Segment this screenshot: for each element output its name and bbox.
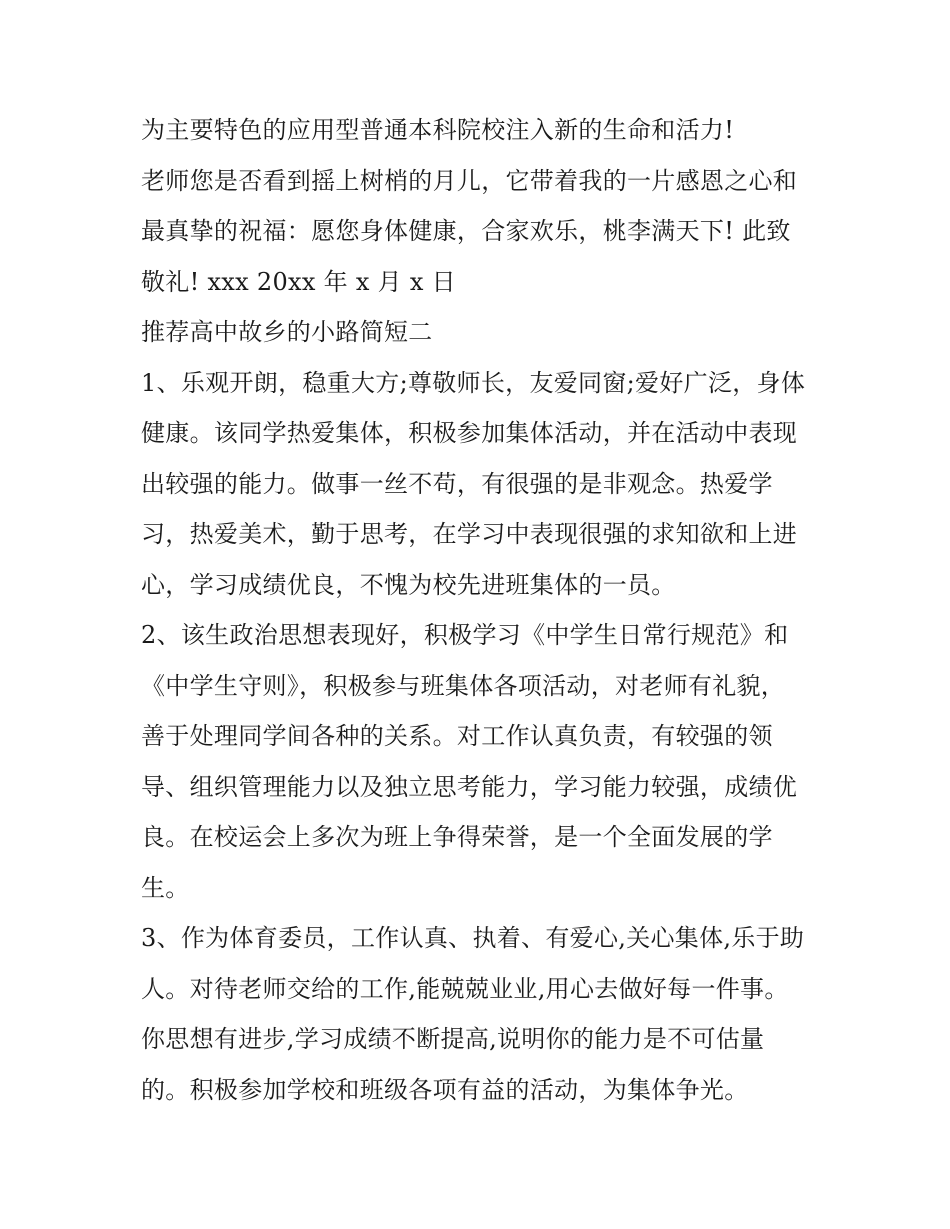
text-line-20: 的。积极参加学校和班级各项有益的活动，为集体争光。 [141, 1076, 749, 1104]
text-line-18: 人。对待老师交给的工作,能兢兢业业,用心去做好每一件事。 [141, 975, 789, 1003]
text-line-4: 敬礼! xxx 20xx 年 x 月 x 日 [141, 268, 456, 296]
text-line-1: 为主要特色的应用型普通本科院校注入新的生命和活力! [141, 116, 735, 144]
section-heading: 推荐高中故乡的小路简短二 [141, 318, 433, 346]
text-line-3: 最真挚的祝福：愿您身体健康，合家欢乐，桃李满天下! 此致 [141, 217, 791, 245]
text-line-17: 3、作为体育委员，工作认真、执着、有爱心,关心集体,乐于助 [141, 924, 805, 952]
text-line-15: 良。在校运会上多次为班上争得荣誉，是一个全面发展的学 [141, 823, 773, 851]
text-line-2: 老师您是否看到摇上树梢的月儿，它带着我的一片感恩之心和 [141, 167, 798, 195]
text-line-14: 导、组织管理能力以及独立思考能力，学习能力较强，成绩优 [141, 773, 798, 801]
text-line-8: 出较强的能力。做事一丝不苟，有很强的是非观念。热爱学 [141, 470, 773, 498]
text-line-13: 善于处理同学间各种的关系。对工作认真负责，有较强的领 [141, 722, 773, 750]
text-line-19: 你思想有进步,学习成绩不断提高,说明你的能力是不可估量 [141, 1025, 765, 1053]
text-line-16: 生。 [141, 874, 190, 902]
text-line-10: 心，学习成绩优良，不愧为校先进班集体的一员。 [141, 571, 676, 599]
text-line-12: 《中学生守则》，积极参与班集体各项活动，对老师有礼貌， [141, 672, 786, 700]
text-line-11: 2、该生政治思想表现好，积极学习《中学生日常行规范》和 [141, 621, 789, 649]
text-line-9: 习，热爱美术，勤于思考，在学习中表现很强的求知欲和上进 [141, 520, 798, 548]
text-line-7: 健康。该同学热爱集体，积极参加集体活动，并在活动中表现 [141, 419, 798, 447]
text-line-6: 1、乐观开朗，稳重大方;尊敬师长，友爱同窗;爱好广泛，身体 [141, 369, 806, 397]
